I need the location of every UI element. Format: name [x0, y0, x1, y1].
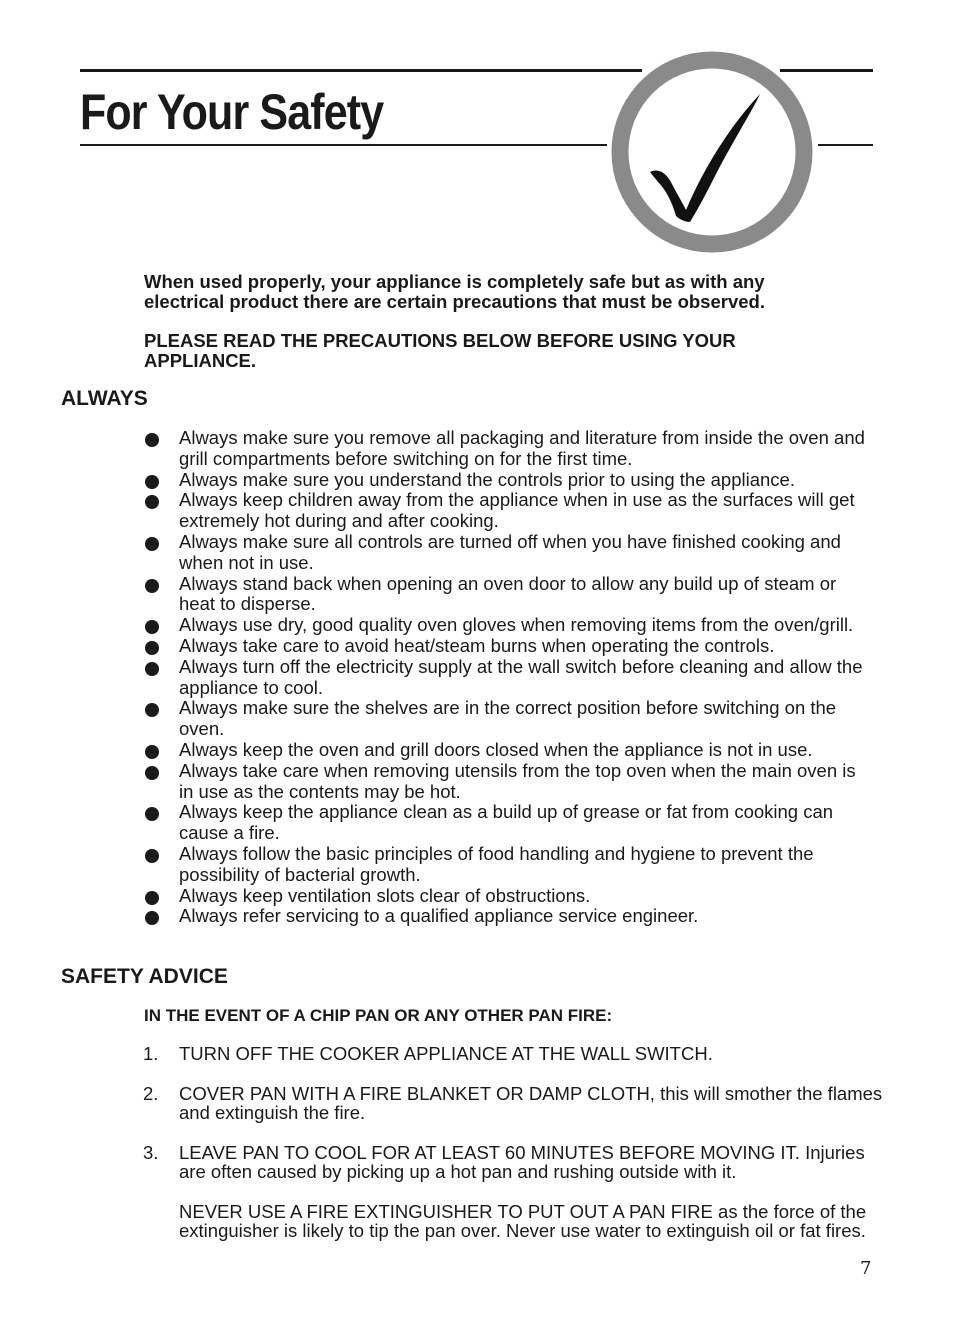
always-list: [143, 428, 873, 927]
bullet-dot-icon: [145, 911, 159, 925]
bullet-dot-icon: [145, 475, 159, 489]
bullet-dot-icon: [145, 495, 159, 509]
list-item: [143, 615, 873, 636]
step-number: 1.: [143, 1043, 159, 1064]
intro-warning: PLEASE READ THE PRECAUTIONS BELOW BEFORE USING YOUR APPLIANCE.: [144, 330, 736, 371]
list-item-text: Always follow the basic principles of food handling and hygiene to prevent the possibility of bacterial growth.: [179, 842, 814, 885]
page-title: For Your Safety: [80, 84, 384, 140]
bullet-dot-icon: [145, 849, 159, 863]
step-text: LEAVE PAN TO COOL FOR AT LEAST 60 MINUTES BEFORE MOVING IT. Injuries are often caused by picking up a hot pan and rushing outside with it.: [179, 1141, 865, 1182]
list-item-text: Always make sure the shelves are in the correct position before switching on the oven.: [179, 697, 837, 740]
list-item-text: Always stand back when opening an oven door to allow any build up of steam or heat to disperse.: [179, 572, 837, 615]
bullet-dot-icon: [145, 891, 159, 905]
list-item: [143, 470, 873, 491]
list-item: [143, 428, 873, 470]
page-number: 7: [860, 1258, 872, 1279]
step-text: COVER PAN WITH A FIRE BLANKET OR DAMP CLOTH, this will smother the flames and extinguish the fire.: [179, 1082, 883, 1123]
intro-paragraph: When used properly, your appliance is completely safe but as with any electrical product there are certain precautions that must be observed.: [144, 271, 765, 312]
step-item: [143, 1084, 893, 1123]
header-top-rule-left: [80, 69, 642, 72]
list-item: [143, 636, 873, 657]
bullet-dot-icon: [145, 703, 159, 717]
safety-advice-heading: SAFETY ADVICE: [61, 965, 228, 988]
bullet-dot-icon: [145, 662, 159, 676]
list-item-text: Always keep the oven and grill doors closed when the appliance is not in use.: [179, 738, 813, 760]
list-item: [143, 532, 873, 574]
list-item: [143, 574, 873, 616]
bullet-dot-icon: [145, 620, 159, 634]
safety-steps: [143, 1044, 893, 1261]
header-bottom-rule-left: [80, 144, 607, 146]
list-item-text: Always take care to avoid heat/steam burns when operating the controls.: [179, 634, 775, 656]
bullet-dot-icon: [145, 766, 159, 780]
bullet-dot-icon: [145, 537, 159, 551]
list-item-text: Always keep the appliance clean as a build up of grease or fat from cooking can cause a fire.: [179, 801, 834, 844]
list-item: [143, 740, 873, 761]
list-item: [143, 698, 873, 740]
step-number: 2.: [143, 1082, 159, 1104]
checkmark-icon: [610, 50, 814, 254]
list-item-text: Always take care when removing utensils from the top oven when the main oven is in use as the contents may be hot.: [179, 759, 856, 802]
list-item-text: Always turn off the electricity supply at the wall switch before cleaning and allow the appliance to cool.: [179, 655, 863, 698]
bullet-dot-icon: [145, 433, 159, 447]
list-item: [143, 802, 873, 844]
step-number: 3.: [143, 1141, 159, 1163]
bullet-dot-icon: [145, 745, 159, 759]
header-bottom-rule-right: [818, 144, 873, 146]
bullet-dot-icon: [145, 807, 159, 821]
list-item: [143, 906, 873, 927]
list-item: [143, 761, 873, 803]
list-item: [143, 657, 873, 699]
step-text: TURN OFF THE COOKER APPLIANCE AT THE WALL SWITCH.: [179, 1043, 713, 1064]
list-item-text: Always make sure you understand the controls prior to using the appliance.: [179, 468, 795, 490]
list-item-text: Always keep ventilation slots clear of obstructions.: [179, 884, 591, 906]
list-item: [143, 490, 873, 532]
list-item: [143, 886, 873, 907]
bullet-dot-icon: [145, 641, 159, 655]
list-item-text: Always keep children away from the appliance when in use as the surfaces will get extremely hot during and after cooking.: [179, 489, 855, 532]
step-extra-text: NEVER USE A FIRE EXTINGUISHER TO PUT OUT A PAN FIRE as the force of the extinguisher is likely to tip the pan over. Never use water to extinguish oil or fat fires.: [179, 1200, 867, 1241]
pan-fire-subheading: IN THE EVENT OF A CHIP PAN OR ANY OTHER PAN FIRE:: [144, 1006, 613, 1025]
bullet-dot-icon: [145, 579, 159, 593]
list-item-text: Always make sure all controls are turned off when you have finished cooking and when not in use.: [179, 530, 841, 573]
step-item: [143, 1044, 893, 1064]
list-item-text: Always make sure you remove all packaging and literature from inside the oven and grill compartments before switching on for the first time.: [179, 427, 865, 469]
list-item-text: Always use dry, good quality oven gloves when removing items from the oven/grill.: [179, 614, 854, 636]
always-heading: ALWAYS: [61, 387, 148, 410]
list-item-text: Always refer servicing to a qualified appliance service engineer.: [179, 905, 699, 927]
list-item: [143, 844, 873, 886]
step-item: [143, 1143, 893, 1241]
